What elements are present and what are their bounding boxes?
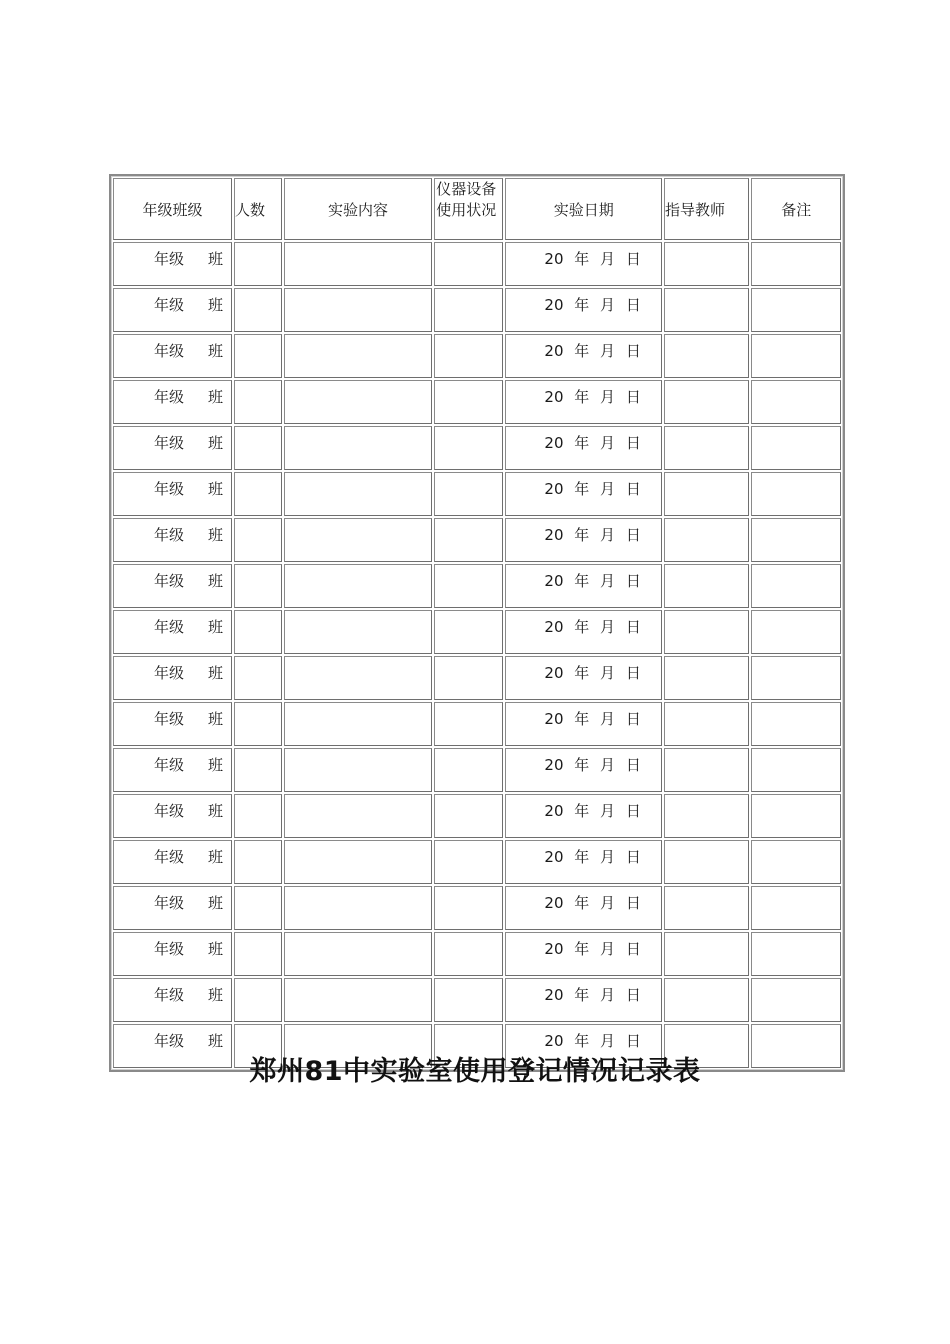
table-row [113, 472, 841, 516]
cell-equipment[interactable] [434, 794, 503, 838]
grade-label: 年级 [154, 710, 185, 728]
cell-equipment[interactable] [434, 978, 503, 1022]
cell-date[interactable]: 20 年 月 日 [505, 932, 662, 976]
cell-remarks[interactable] [751, 748, 841, 792]
cell-teacher[interactable] [664, 840, 749, 884]
cell-content[interactable] [284, 288, 432, 332]
cell-remarks[interactable] [751, 564, 841, 608]
grade-label: 年级 [154, 250, 185, 268]
cell-teacher[interactable] [664, 242, 749, 286]
cell-grade-class[interactable] [113, 656, 232, 700]
cell-remarks[interactable] [751, 610, 841, 654]
class-label: 班 [208, 618, 224, 636]
cell-grade-class[interactable] [113, 564, 232, 608]
cell-content[interactable] [284, 564, 432, 608]
grade-label: 年级 [154, 848, 185, 866]
cell-teacher[interactable] [664, 472, 749, 516]
cell-count[interactable] [234, 656, 282, 700]
cell-count[interactable] [234, 288, 282, 332]
class-label: 班 [208, 526, 224, 544]
header-teacher: 指导教师 [664, 178, 749, 240]
cell-equipment[interactable] [434, 610, 503, 654]
cell-grade-class[interactable] [113, 242, 232, 286]
cell-equipment[interactable] [434, 472, 503, 516]
cell-equipment[interactable] [434, 840, 503, 884]
table-row [113, 564, 841, 608]
table-row [113, 656, 841, 700]
cell-grade-class[interactable] [113, 380, 232, 424]
class-label: 班 [208, 572, 224, 590]
cell-count[interactable] [234, 840, 282, 884]
table-row [113, 702, 841, 746]
cell-count[interactable] [234, 794, 282, 838]
cell-grade-class[interactable] [113, 886, 232, 930]
page-title: 郑州81中实验室使用登记情况记录表 [249, 1056, 701, 1087]
cell-count[interactable] [234, 518, 282, 562]
cell-date[interactable]: 20 年 月 日 [505, 334, 662, 378]
cell-teacher[interactable] [664, 564, 749, 608]
class-label: 班 [208, 1032, 224, 1050]
table-row [113, 334, 841, 378]
lab-usage-table [109, 174, 845, 1072]
cell-teacher[interactable] [664, 518, 749, 562]
cell-teacher[interactable] [664, 932, 749, 976]
cell-count[interactable] [234, 748, 282, 792]
header-content: 实验内容 [284, 178, 432, 240]
class-label: 班 [208, 250, 224, 268]
header-remarks: 备注 [751, 178, 841, 240]
table-row [113, 840, 841, 884]
cell-date[interactable]: 20 年 月 日 [505, 1024, 662, 1068]
cell-content[interactable] [284, 518, 432, 562]
cell-remarks[interactable] [751, 702, 841, 746]
cell-grade-class[interactable] [113, 978, 232, 1022]
cell-date[interactable]: 20 年 月 日 [505, 748, 662, 792]
cell-count[interactable] [234, 610, 282, 654]
cell-remarks[interactable] [751, 932, 841, 976]
cell-remarks[interactable] [751, 426, 841, 470]
table-row [113, 748, 841, 792]
table-header-row [113, 178, 841, 240]
cell-teacher[interactable] [664, 426, 749, 470]
cell-date[interactable]: 20 年 月 日 [505, 978, 662, 1022]
grade-label: 年级 [154, 940, 185, 958]
header-count: 人数 [234, 178, 282, 240]
cell-count[interactable] [234, 380, 282, 424]
table-row [113, 794, 841, 838]
grade-label: 年级 [154, 296, 185, 314]
grade-label: 年级 [154, 526, 185, 544]
cell-remarks[interactable] [751, 886, 841, 930]
grade-label: 年级 [154, 480, 185, 498]
grade-label: 年级 [154, 342, 185, 360]
table-body [113, 242, 841, 1068]
cell-grade-class[interactable] [113, 610, 232, 654]
cell-grade-class[interactable] [113, 932, 232, 976]
cell-count[interactable] [234, 564, 282, 608]
cell-equipment[interactable] [434, 426, 503, 470]
cell-grade-class[interactable] [113, 748, 232, 792]
cell-grade-class[interactable] [113, 334, 232, 378]
class-label: 班 [208, 388, 224, 406]
cell-equipment[interactable] [434, 656, 503, 700]
cell-date[interactable]: 20 年 月 日 [505, 288, 662, 332]
table-row [113, 288, 841, 332]
cell-count[interactable] [234, 242, 282, 286]
grade-label: 年级 [154, 664, 185, 682]
table-row [113, 610, 841, 654]
cell-grade-class[interactable] [113, 840, 232, 884]
table-row [113, 978, 841, 1022]
table-row [113, 932, 841, 976]
grade-label: 年级 [154, 756, 185, 774]
cell-count[interactable] [234, 932, 282, 976]
cell-teacher[interactable] [664, 978, 749, 1022]
cell-remarks[interactable] [751, 794, 841, 838]
cell-content[interactable] [284, 610, 432, 654]
cell-content[interactable] [284, 702, 432, 746]
cell-count[interactable] [234, 472, 282, 516]
cell-teacher[interactable] [664, 656, 749, 700]
class-label: 班 [208, 894, 224, 912]
cell-teacher[interactable] [664, 334, 749, 378]
class-label: 班 [208, 342, 224, 360]
grade-label: 年级 [154, 388, 185, 406]
cell-count[interactable] [234, 886, 282, 930]
table-row [113, 380, 841, 424]
cell-remarks[interactable] [751, 472, 841, 516]
class-label: 班 [208, 802, 224, 820]
cell-content[interactable] [284, 334, 432, 378]
grade-label: 年级 [154, 434, 185, 452]
grade-label: 年级 [154, 618, 185, 636]
class-label: 班 [208, 848, 224, 866]
cell-equipment[interactable] [434, 932, 503, 976]
class-label: 班 [208, 480, 224, 498]
cell-remarks[interactable] [751, 840, 841, 884]
cell-remarks[interactable] [751, 242, 841, 286]
grade-label: 年级 [154, 894, 185, 912]
class-label: 班 [208, 710, 224, 728]
class-label: 班 [208, 664, 224, 682]
cell-count[interactable] [234, 334, 282, 378]
cell-teacher[interactable] [664, 288, 749, 332]
cell-equipment[interactable] [434, 380, 503, 424]
class-label: 班 [208, 940, 224, 958]
cell-teacher[interactable] [664, 748, 749, 792]
cell-remarks[interactable] [751, 518, 841, 562]
class-label: 班 [208, 986, 224, 1004]
cell-teacher[interactable] [664, 610, 749, 654]
cell-date[interactable]: 20 年 月 日 [505, 840, 662, 884]
cell-content[interactable] [284, 472, 432, 516]
cell-date[interactable]: 20 年 月 日 [505, 610, 662, 654]
cell-content[interactable] [284, 794, 432, 838]
cell-teacher[interactable] [664, 380, 749, 424]
cell-date[interactable]: 20 年 月 日 [505, 702, 662, 746]
cell-date[interactable]: 20 年 月 日 [505, 794, 662, 838]
cell-date[interactable]: 20 年 月 日 [505, 426, 662, 470]
header-equipment: 仪器设备使用状况 [434, 178, 503, 240]
cell-content[interactable] [284, 840, 432, 884]
cell-equipment[interactable] [434, 564, 503, 608]
table-row [113, 426, 841, 470]
header-date: 实验日期 [505, 178, 662, 240]
table-row [113, 242, 841, 286]
cell-remarks[interactable] [751, 334, 841, 378]
cell-content[interactable] [284, 656, 432, 700]
cell-count[interactable] [234, 978, 282, 1022]
grade-label: 年级 [154, 572, 185, 590]
cell-date[interactable]: 20 年 月 日 [505, 518, 662, 562]
cell-content[interactable] [284, 380, 432, 424]
class-label: 班 [208, 434, 224, 452]
cell-content[interactable] [284, 886, 432, 930]
cell-content[interactable] [284, 242, 432, 286]
cell-date[interactable]: 20 年 月 日 [505, 656, 662, 700]
cell-equipment[interactable] [434, 886, 503, 930]
cell-date[interactable]: 20 年 月 日 [505, 886, 662, 930]
cell-date[interactable]: 20 年 月 日 [505, 564, 662, 608]
cell-equipment[interactable] [434, 334, 503, 378]
cell-remarks[interactable] [751, 288, 841, 332]
grade-label: 年级 [154, 986, 185, 1004]
class-label: 班 [208, 296, 224, 314]
cell-remarks[interactable] [751, 380, 841, 424]
cell-grade-class[interactable] [113, 426, 232, 470]
cell-content[interactable] [284, 932, 432, 976]
table-row [113, 518, 841, 562]
cell-content[interactable] [284, 426, 432, 470]
grade-label: 年级 [154, 802, 185, 820]
cell-count[interactable] [234, 702, 282, 746]
cell-remarks[interactable] [751, 978, 841, 1022]
class-label: 班 [208, 756, 224, 774]
cell-count[interactable] [234, 426, 282, 470]
cell-teacher[interactable] [664, 702, 749, 746]
cell-content[interactable] [284, 748, 432, 792]
cell-date[interactable]: 20 年 月 日 [505, 380, 662, 424]
cell-date[interactable]: 20 年 月 日 [505, 472, 662, 516]
table-row [113, 886, 841, 930]
header-class: 年级班级 [113, 178, 232, 240]
cell-teacher[interactable] [664, 886, 749, 930]
cell-equipment[interactable] [434, 518, 503, 562]
cell-grade-class[interactable] [113, 288, 232, 332]
grade-label: 年级 [154, 1032, 185, 1050]
cell-date[interactable]: 20 年 月 日 [505, 242, 662, 286]
cell-remarks[interactable] [751, 656, 841, 700]
cell-grade-class[interactable] [113, 794, 232, 838]
cell-content[interactable] [284, 978, 432, 1022]
cell-grade-class[interactable] [113, 472, 232, 516]
cell-teacher[interactable] [664, 794, 749, 838]
cell-grade-class[interactable] [113, 702, 232, 746]
cell-equipment[interactable] [434, 242, 503, 286]
cell-grade-class[interactable] [113, 518, 232, 562]
cell-equipment[interactable] [434, 748, 503, 792]
cell-equipment[interactable] [434, 288, 503, 332]
cell-equipment[interactable] [434, 702, 503, 746]
